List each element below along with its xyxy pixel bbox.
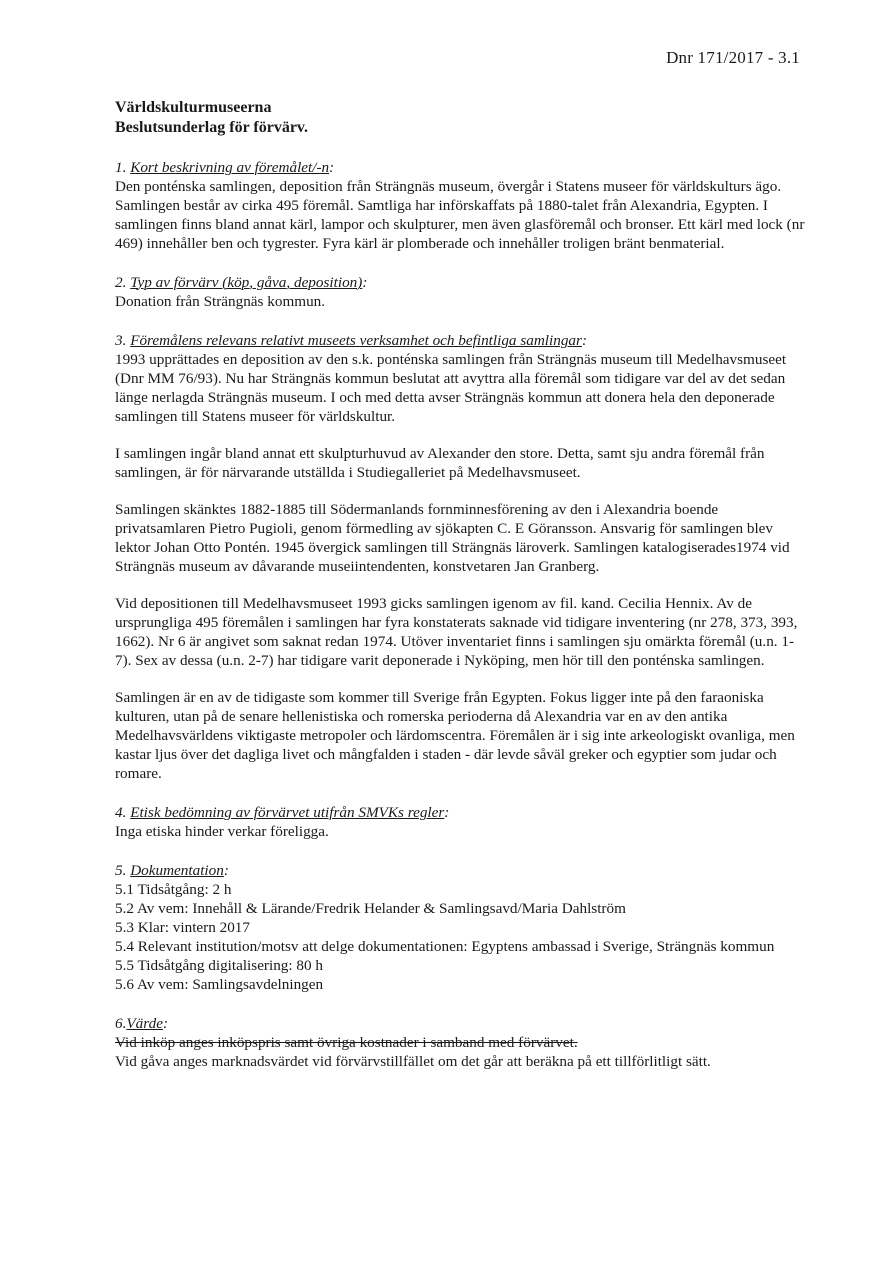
section-5-number: 5. — [115, 862, 131, 879]
organization-title: Världskulturmuseerna — [115, 99, 272, 116]
section-3-paragraph: 1993 upprättades en deposition av den s.k. ponténska samlingen från Strängnäs museum till Medelhavsmuseet (Dnr MM 76/93). Nu har Strängnäs kommun beslutat att avyttra alla föremål som tidigare var del av det sedan länge nerlagda Strängnäs museum. I och med detta avser Strängnäs kommun att donera hela den deponerade samlingen till Statens museer för världskultur. — [115, 351, 787, 425]
document-reference-number: Dnr 171/2017 - 3.1 — [666, 48, 800, 67]
section-2-text: Donation från Strängnäs kommun. — [115, 293, 326, 310]
documentation-item: 5.2 Av vem: Innehåll & Lärande/Fredrik Helander & Samlingsavd/Maria Dahlström — [115, 900, 626, 917]
section-3-paragraph: Vid depositionen till Medelhavsmuseet 1993 gicks samlingen igenom av fil. kand. Cecilia Hennix. Av de ursprungliga 495 föremålen i samlingen har fyra konstaterats saknade vid tidigare inventering (nr 278, 373, 393, 1662). Nr 6 är angivet som saknat redan 1974. Utöver inventariet finns i samlingen sju omärkta föremål (u.n. 1-7). Sex av dessa (u.n. 2-7) har tidigare varit deponerade i Nyköping, men hör till den ponténska samlingen. — [115, 595, 798, 669]
section-5-colon: : — [223, 862, 229, 879]
document-body — [115, 98, 805, 1071]
section-2-colon: : — [362, 274, 368, 291]
section-6-text: Vid gåva anges marknadsvärdet vid förvärvstillfället om det går att beräkna på ett tillförlitligt sätt. — [115, 1053, 711, 1070]
documentation-item: 5.6 Av vem: Samlingsavdelningen — [115, 976, 324, 993]
section-2-number: 2. — [115, 274, 131, 291]
section-2-heading-text: Typ av förvärv (köp, gåva, deposition) — [130, 274, 363, 291]
section-6-heading — [115, 1014, 805, 1033]
section-1-number: 1. — [115, 159, 131, 176]
section-3-paragraph: I samlingen ingår bland annat ett skulpturhuvud av Alexander den store. Detta, samt sju andra föremål från samlingen, är för närvarande utställda i Studiegalleriet på Medelhavsmuseet. — [115, 445, 765, 481]
section-1-colon: : — [329, 159, 335, 176]
section-5-heading-text: Dokumentation — [130, 862, 224, 879]
section-4-heading-text: Etisk bedömning av förvärvet utifrån SMVKs regler — [130, 804, 445, 821]
section-5-heading — [115, 861, 805, 880]
section-3-paragraph: Samlingen skänktes 1882-1885 till Södermanlands fornminnesförening av den i Alexandria boende privatsamlaren Pietro Pugioli, genom förmedling av sjökapten C. E Göransson. Ansvarig för samlingen blev lektor Johan Otto Pontén. 1945 övergick samlingen till Strängnäs läroverk. Samlingen katalogiserades1974 vid Strängnäs museum av dåvarande museiintendenten, konstvetaren Jan Granberg. — [115, 501, 790, 575]
section-4-colon: : — [444, 804, 450, 821]
documentation-item: 5.3 Klar: vintern 2017 — [115, 919, 250, 936]
documentation-item: 5.4 Relevant institution/motsv att delge dokumentationen: Egyptens ambassad i Sverige, Strängnäs kommun — [115, 938, 775, 955]
section-6-colon: : — [162, 1015, 169, 1032]
section-1-heading-text: Kort beskrivning av föremålet/-n — [130, 159, 330, 176]
section-3-paragraph: Samlingen är en av de tidigaste som kommer till Sverige från Egypten. Fokus ligger inte på den faraoniska kulturen, utan på de senare hellenistiska och romerska perioderna då Alexandria var en av den antika Medelhavsvärldens viktigaste metropoler och lärdomscentra. Föremålen är i sig inte arkeologiskt ovanliga, men kastar ljus över det dagliga livet och mångfalden i staden - där levde såväl greker och egyptier som judar och romare. — [115, 689, 795, 782]
section-3-heading — [115, 331, 805, 350]
documentation-item: 5.1 Tidsåtgång: 2 h — [115, 881, 232, 898]
section-6-heading-text: Värde — [126, 1015, 163, 1032]
section-3-number: 3. — [115, 332, 131, 349]
section-1-heading — [115, 158, 805, 177]
documentation-item: 5.5 Tidsåtgång digitalisering: 80 h — [115, 957, 323, 974]
section-4-heading — [115, 803, 805, 822]
document-title: Beslutsunderlag för förvärv. — [115, 119, 309, 136]
section-3-heading-text: Föremålens relevans relativt museets verksamhet och befintliga samlingar — [130, 332, 582, 349]
section-2-heading — [115, 273, 805, 292]
section-6-number: 6. — [115, 1015, 127, 1032]
section-1-text: Den ponténska samlingen, deposition från Strängnäs museum, övergår i Statens museer för världskulturs ägo. Samlingen består av cirka 495 föremål. Samtliga har införskaffats på 1880-talet från Alexandria, Egypten. I samlingen finns bland annat kärl, lampor och skulpturer, men även glasföremål och bronser. Ett kärl med lock (nr 469) innehåller ben och tygrester. Fyra kärl är plomberade och innehåller troligen bränt benmaterial. — [115, 178, 805, 252]
section-4-text: Inga etiska hinder verkar föreligga. — [115, 823, 329, 840]
section-6-struck-text: Vid inköp anges inköpspris samt övriga kostnader i samband med förvärvet. — [115, 1034, 578, 1051]
section-3-colon: : — [581, 332, 587, 349]
section-4-number: 4. — [115, 804, 131, 821]
